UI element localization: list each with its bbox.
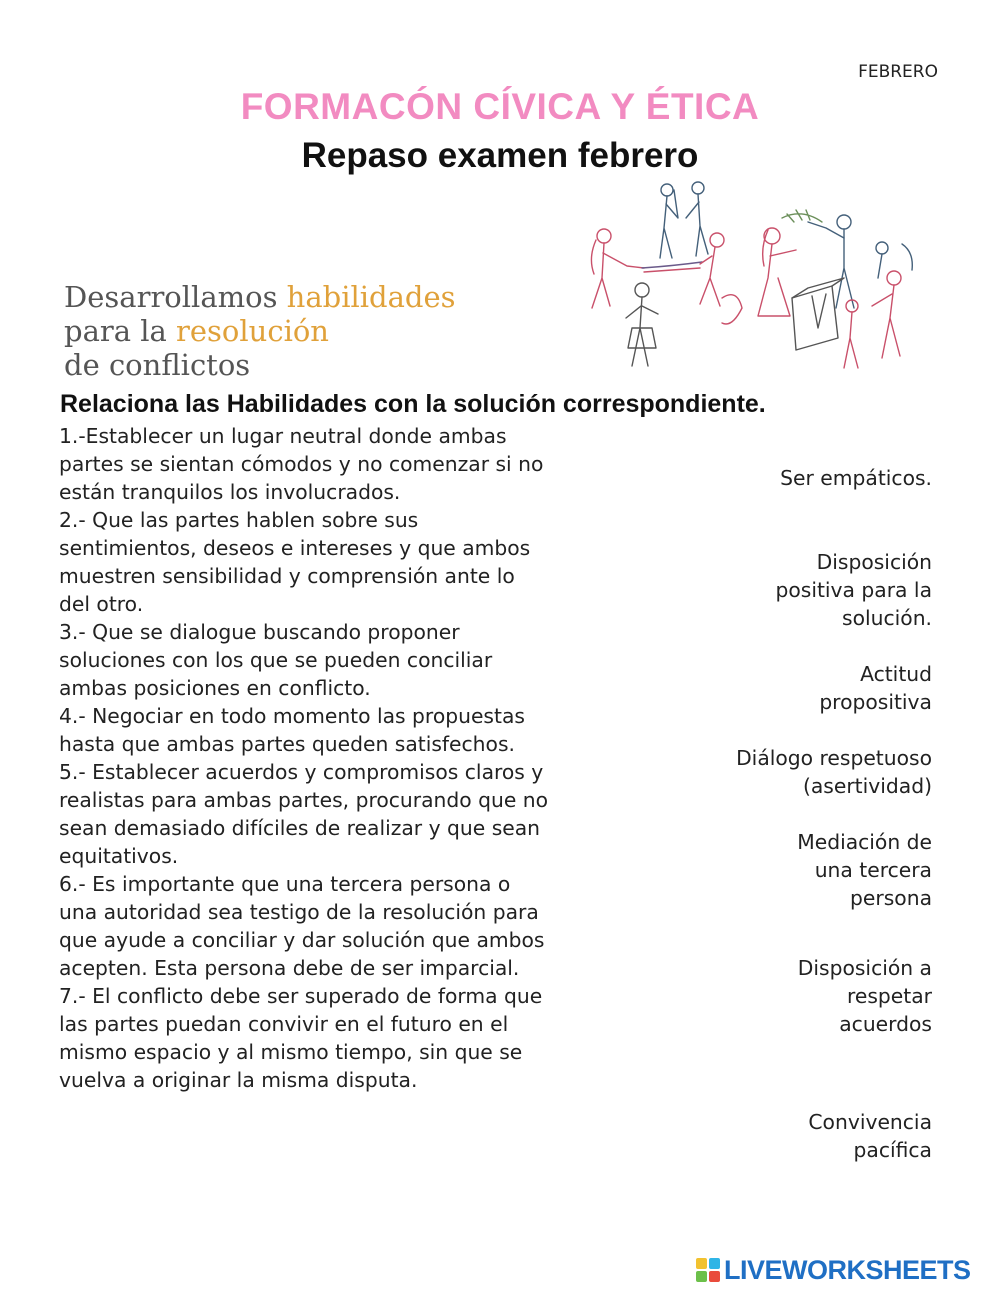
list-item: 7.- El conflicto debe ser superado de forma que las partes puedan convivir en el futuro en el mismo espacio y al mismo tiempo, sin que se vuelva a originar la misma disputa. bbox=[59, 984, 543, 1092]
list-item: 1.-Establecer un lugar neutral donde ambas partes se sientan cómodos y no comenzar si no están tranquilos los involucrados. bbox=[59, 424, 544, 504]
answer-option[interactable]: Actitud propositiva bbox=[819, 662, 932, 714]
answer-option[interactable]: Disposición positiva para la solución. bbox=[775, 550, 932, 630]
page-title: Repaso examen febrero bbox=[301, 136, 699, 175]
lesson-line3: de conflictos bbox=[64, 348, 251, 382]
discussion-figures bbox=[758, 210, 912, 368]
lesson-title bbox=[64, 280, 456, 382]
liveworksheets-brand bbox=[696, 1254, 971, 1286]
instruction-text: Relaciona las Habilidades con la solución correspondiente. bbox=[60, 390, 766, 418]
lesson-line1-plain: Desarrollamos bbox=[64, 280, 287, 314]
answer-option[interactable]: Disposición a respetar acuerdos bbox=[797, 956, 932, 1036]
answer-option[interactable]: Convivencia pacífica bbox=[808, 1110, 932, 1162]
list-item: 6.- Es importante que una tercera persona o una autoridad sea testigo de la resolución para que ayude a conciliar y dar solución que ambos acepten. Esta persona debe de ser imparcial. bbox=[59, 872, 545, 980]
list-item: 5.- Establecer acuerdos y compromisos claros y realistas para ambas partes, procurando que no sean demasiado difíciles de realizar y que sean equitativos. bbox=[59, 760, 549, 868]
month-label: FEBRERO bbox=[858, 62, 938, 82]
conflict-resolution-illustration bbox=[582, 178, 922, 378]
list-item: 2.- Que las partes hablen sobre sus sentimientos, deseos e intereses y que ambos muestren sensibilidad y comprensión ante lo del otro. bbox=[59, 508, 531, 616]
lesson-line2-plain: para la bbox=[64, 314, 177, 348]
liveworksheets-logo-icon bbox=[696, 1258, 720, 1282]
subject-title: FORMACÓN CÍVICA Y ÉTICA bbox=[240, 86, 760, 127]
lesson-line2-accent: resolución bbox=[176, 314, 329, 348]
tug-of-war-figures bbox=[591, 182, 742, 366]
answer-option[interactable]: Ser empáticos. bbox=[780, 466, 932, 490]
brand-name: LIVEWORKSHEETS bbox=[724, 1254, 971, 1285]
lesson-line1-accent: habilidades bbox=[286, 280, 456, 314]
list-item: 4.- Negociar en todo momento las propuestas hasta que ambas partes queden satisfechos. bbox=[59, 704, 525, 756]
habilities-list bbox=[59, 422, 549, 1094]
answer-option[interactable]: Mediación de una tercera persona bbox=[797, 830, 932, 910]
list-item: 3.- Que se dialogue buscando proponer soluciones con los que se pueden conciliar ambas posiciones en conflicto. bbox=[59, 620, 493, 700]
answer-option[interactable]: Diálogo respetuoso (asertividad) bbox=[736, 746, 932, 798]
